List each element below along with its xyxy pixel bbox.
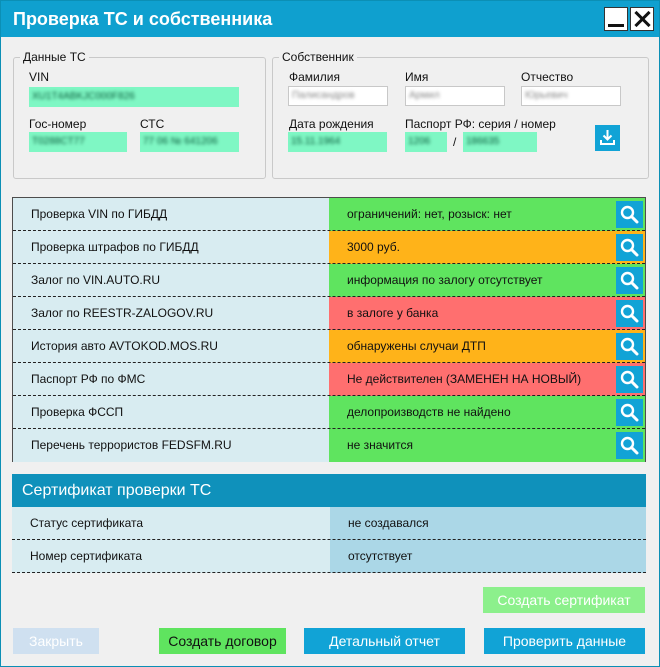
check-row (13, 231, 645, 264)
checks-table (12, 197, 646, 462)
search-icon (616, 267, 643, 294)
search-icon (616, 300, 643, 327)
vehicle-group (13, 50, 266, 179)
sts-value: 77 06 № 641206 (143, 136, 218, 147)
check-row (13, 429, 645, 462)
patronymic-field[interactable] (521, 86, 621, 106)
passport-series-value: 1206 (408, 136, 431, 147)
vin-field[interactable] (29, 87, 239, 107)
detailed-report-button[interactable]: Детальный отчет (304, 628, 465, 654)
search-icon (616, 432, 643, 459)
birth-field[interactable] (288, 132, 387, 152)
check-row (13, 264, 645, 297)
check-row (13, 363, 645, 396)
check-search-button[interactable] (616, 432, 643, 459)
passport-number-field[interactable] (463, 132, 537, 152)
check-name: Проверка VIN по ГИБДД (13, 198, 329, 231)
vehicle-legend: Данные ТС (23, 50, 86, 64)
download-icon (595, 125, 620, 151)
check-name: Залог по REESTR-ZALOGOV.RU (13, 297, 329, 330)
certificate-row (12, 540, 646, 573)
check-row (13, 396, 645, 429)
first-name-value: Армил (409, 90, 440, 101)
plate-field[interactable] (29, 132, 127, 152)
search-icon (616, 333, 643, 360)
owner-legend: Собственник (282, 50, 354, 64)
check-name: Залог по VIN.AUTO.RU (13, 264, 329, 297)
search-icon (616, 366, 643, 393)
check-result: обнаружены случаи ДТП (329, 330, 645, 363)
first-name-label: Имя (405, 70, 429, 84)
passport-label: Паспорт РФ: серия / номер (405, 117, 556, 131)
check-name: Перечень террористов FEDSFM.RU (13, 429, 329, 462)
check-search-button[interactable] (616, 201, 643, 228)
check-search-button[interactable] (616, 267, 643, 294)
search-icon (616, 234, 643, 261)
check-result: Не действителен (ЗАМЕНЕН НА НОВЫЙ) (329, 363, 645, 396)
certificate-row (12, 507, 646, 540)
last-name-field[interactable] (288, 86, 388, 106)
create-contract-button[interactable]: Создать договор (159, 628, 286, 654)
check-result: делопроизводств не найдено (329, 396, 645, 429)
birth-label: Дата рождения (289, 117, 374, 131)
plate-value: T0288CT77 (32, 136, 85, 147)
window-title: Проверка ТС и собственника (13, 9, 273, 29)
vin-value: XU1T4ABKJC000F826 (32, 91, 135, 102)
certificate-status-label: Статус сертификата (12, 507, 330, 540)
close-button[interactable]: Закрыть (13, 628, 99, 654)
certificate-title: Сертификат проверки ТС (12, 474, 646, 507)
download-button[interactable] (595, 125, 620, 151)
create-certificate-button[interactable]: Создать сертификат (483, 587, 645, 613)
verify-data-button[interactable]: Проверить данные (484, 628, 645, 654)
passport-number-value: 186635 (466, 136, 500, 147)
check-search-button[interactable] (616, 399, 643, 426)
last-name-label: Фамилия (289, 70, 340, 84)
title-bar (1, 1, 659, 37)
last-name-value: Палисандров (292, 90, 355, 101)
close-icon[interactable] (630, 7, 654, 31)
check-row (13, 198, 645, 231)
patronymic-label: Отчество (521, 70, 574, 84)
certificate-status-value: не создавался (330, 507, 646, 540)
search-icon (616, 201, 643, 228)
search-icon (616, 399, 643, 426)
passport-series-field[interactable] (405, 132, 447, 152)
check-search-button[interactable] (616, 234, 643, 261)
passport-separator: / (453, 135, 457, 149)
check-row (13, 330, 645, 363)
check-result: в залоге у банка (329, 297, 645, 330)
check-name: Проверка штрафов по ГИБДД (13, 231, 329, 264)
check-search-button[interactable] (616, 333, 643, 360)
patronymic-value: Юрьевич (525, 90, 568, 101)
check-name: История авто AVTOKOD.MOS.RU (13, 330, 329, 363)
check-search-button[interactable] (616, 366, 643, 393)
vin-label: VIN (29, 70, 50, 84)
check-result: информация по залогу отсутствует (329, 264, 645, 297)
check-name: Паспорт РФ по ФМС (13, 363, 329, 396)
check-name: Проверка ФССП (13, 396, 329, 429)
certificate-section (12, 474, 646, 574)
row-divider (12, 572, 646, 573)
plate-label: Гос-номер (29, 117, 87, 131)
birth-value: 15.11.1964 (291, 136, 341, 147)
sts-label: СТС (140, 117, 165, 131)
first-name-field[interactable] (405, 86, 505, 106)
certificate-number-value: отсутствует (330, 540, 646, 573)
minimize-icon[interactable] (604, 7, 628, 31)
sts-field[interactable] (140, 132, 239, 152)
check-result: 3000 руб. (329, 231, 645, 264)
check-row (13, 297, 645, 330)
check-search-button[interactable] (616, 300, 643, 327)
check-result: ограничений: нет, розыск: нет (329, 198, 645, 231)
certificate-number-label: Номер сертификата (12, 540, 330, 573)
check-result: не значится (329, 429, 645, 462)
